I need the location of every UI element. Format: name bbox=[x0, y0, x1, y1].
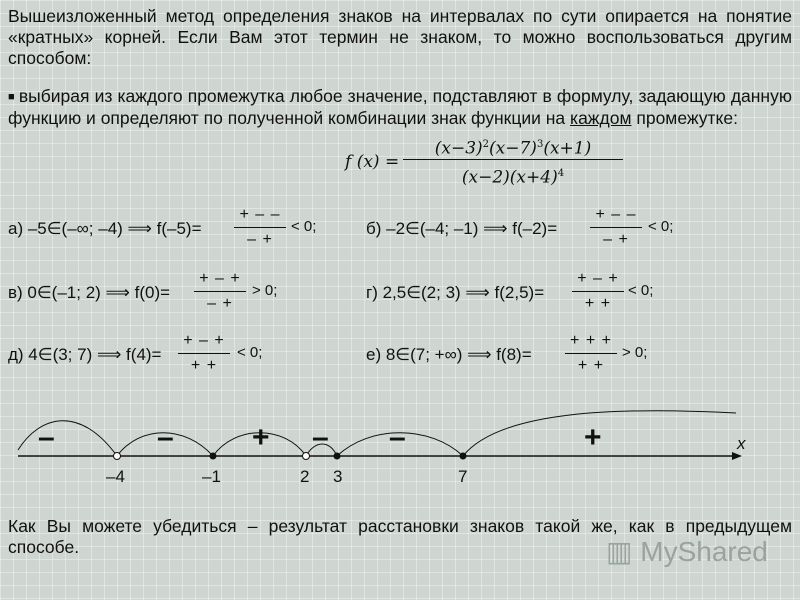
case-e-sign-fraction: + + + + + bbox=[565, 332, 617, 375]
sign-interval-4: – bbox=[312, 421, 329, 454]
point-7 bbox=[460, 453, 467, 460]
point-label-3: 3 bbox=[333, 467, 343, 486]
case-g-comparison: < 0; bbox=[628, 282, 654, 299]
case-a-sign-fraction: + – – – + bbox=[234, 206, 286, 249]
formula-denominator: $(x-2)(x+4)^4$ bbox=[461, 167, 565, 188]
case-b-comparison: < 0; bbox=[648, 218, 674, 235]
conclusion-paragraph: Как Вы можете убедиться – результат расстановки знаков такой же, как в предыдущем способе. bbox=[8, 516, 792, 557]
sign-interval-6: + bbox=[584, 421, 602, 454]
case-v-text: в) 0∈(–1; 2) ⟹ f(0)= bbox=[8, 283, 171, 302]
point-2 bbox=[303, 453, 310, 460]
sign-interval-5: – bbox=[389, 421, 406, 454]
bullet-square-icon: ■ bbox=[8, 91, 15, 103]
point-minus1 bbox=[210, 453, 217, 460]
arc-1 bbox=[18, 421, 117, 456]
case-v-comparison: > 0; bbox=[252, 282, 278, 299]
case-v-sign-fraction: + – + – + bbox=[194, 270, 246, 313]
case-g-text: г) 2,5∈(2; 3) ⟹ f(2,5)= bbox=[366, 283, 545, 302]
case-d-text: д) 4∈(3; 7) ⟹ f(4)= bbox=[8, 345, 162, 364]
method-text-b: промежутке: bbox=[631, 108, 738, 128]
method-text-a: выбирая из каждого промежутка любое значение, подставляют в формулу, задающую данную функцию и определяют по полученной комбинации знак функции на bbox=[8, 86, 792, 128]
point-label-7: 7 bbox=[458, 467, 468, 486]
case-d-sign-fraction: + – + + + bbox=[178, 332, 230, 375]
formula-lhs: f (x) = bbox=[345, 152, 400, 172]
formula-numerator: $(x-3)^2(x-7)^3(x+1)$ bbox=[434, 138, 592, 159]
watermark-logo: ▥ MyShared bbox=[606, 536, 768, 567]
axis-x-label: x bbox=[737, 434, 746, 453]
method-underlined-word: каждом bbox=[570, 108, 632, 128]
case-b-sign-fraction: + – – – + bbox=[590, 206, 642, 249]
case-e-comparison: > 0; bbox=[622, 344, 648, 361]
formula-fraction-bar bbox=[403, 159, 623, 160]
intro-paragraph: Вышеизложенный метод определения знаков на интервалах по сути опирается на понятие «кратных» корней. Если Вам этот термин не знаком, то можно воспользоваться другим способом: bbox=[8, 6, 792, 68]
case-a-text: а) –5∈(–∞; –4) ⟹ f(–5)= bbox=[8, 219, 202, 238]
point-3 bbox=[334, 453, 341, 460]
sign-interval-3: + bbox=[252, 421, 270, 454]
point-label-minus4: –4 bbox=[106, 467, 125, 486]
watermark-chart-icon: ▥ bbox=[606, 536, 633, 567]
sign-interval-1: – bbox=[38, 421, 55, 454]
case-d-comparison: < 0; bbox=[237, 344, 263, 361]
method-paragraph bbox=[8, 86, 792, 129]
formula-fraction bbox=[403, 132, 623, 187]
point-minus4 bbox=[114, 453, 121, 460]
point-label-minus1: –1 bbox=[202, 467, 221, 486]
sign-interval-2: – bbox=[157, 421, 174, 454]
case-g-sign-fraction: + – + + + bbox=[572, 270, 624, 313]
point-label-2: 2 bbox=[300, 467, 310, 486]
case-e-text: е) 8∈(7; +∞) ⟹ f(8)= bbox=[366, 345, 532, 364]
case-a-comparison: < 0; bbox=[291, 218, 317, 235]
case-b-text: б) –2∈(–4; –1) ⟹ f(–2)= bbox=[366, 219, 558, 238]
